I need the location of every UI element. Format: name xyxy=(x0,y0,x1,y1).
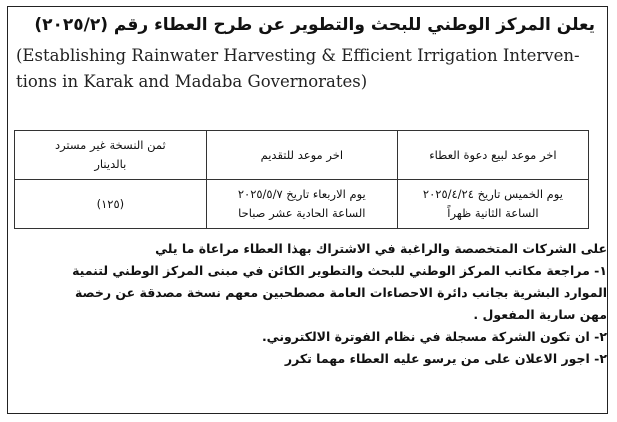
body-intro: على الشركات المتخصصة والراغبة في الاشتراك بهذا العطاء مراعاة ما يلي xyxy=(155,241,607,256)
english-title-line-1: (Establishing Rainwater Harvesting & Efficient Irrigation Interven- xyxy=(16,46,580,65)
header-sale-deadline: اخر موعد لبيع دعوة العطاء xyxy=(397,131,588,180)
cell-copy-price: (١٢٥) xyxy=(15,180,207,229)
body-item-1-line-1: ١- مراجعة مكاتب المركز الوطني للبحث والتطوير الكائن في مبنى المركز الوطني لتنمية xyxy=(72,263,607,278)
header-copy-price: ثمن النسخة غير مسترد بالدينار xyxy=(15,131,207,180)
english-title-line-2: tions in Karak and Madaba Governorates) xyxy=(16,72,368,91)
body-item-3: ٢- اجور الاعلان على من يرسو عليه العطاء مهما تكرر xyxy=(284,351,607,366)
tender-english-title xyxy=(16,43,599,95)
notice-title: يعلن المركز الوطني للبحث والتطوير عن طرح العطاء رقم (٢٠٢٥/٢) xyxy=(34,15,595,35)
notice-body xyxy=(10,238,607,370)
tender-info-table xyxy=(14,130,589,229)
table-row xyxy=(15,180,589,229)
cell-sale-deadline: يوم الخميس تاريخ ٢٠٢٥/٤/٢٤ الساعة الثانية ظهراً xyxy=(397,180,588,229)
body-item-1-line-2: الموارد البشرية بجانب دائرة الاحصاءات العامة مصطحبين معهم نسخة مصدقة عن رخصة xyxy=(74,285,607,300)
body-item-1-line-3: مهن سارية المفعول . xyxy=(473,307,607,322)
cell-submission-deadline: يوم الاربعاء تاريخ ٢٠٢٥/٥/٧ الساعة الحادية عشر صباحا xyxy=(206,180,397,229)
body-item-2: ٢- ان تكون الشركة مسجلة في نظام الفوترة الالكتروني. xyxy=(261,329,607,344)
table-header-row xyxy=(15,131,589,180)
header-submission-deadline: اخر موعد للتقديم xyxy=(206,131,397,180)
